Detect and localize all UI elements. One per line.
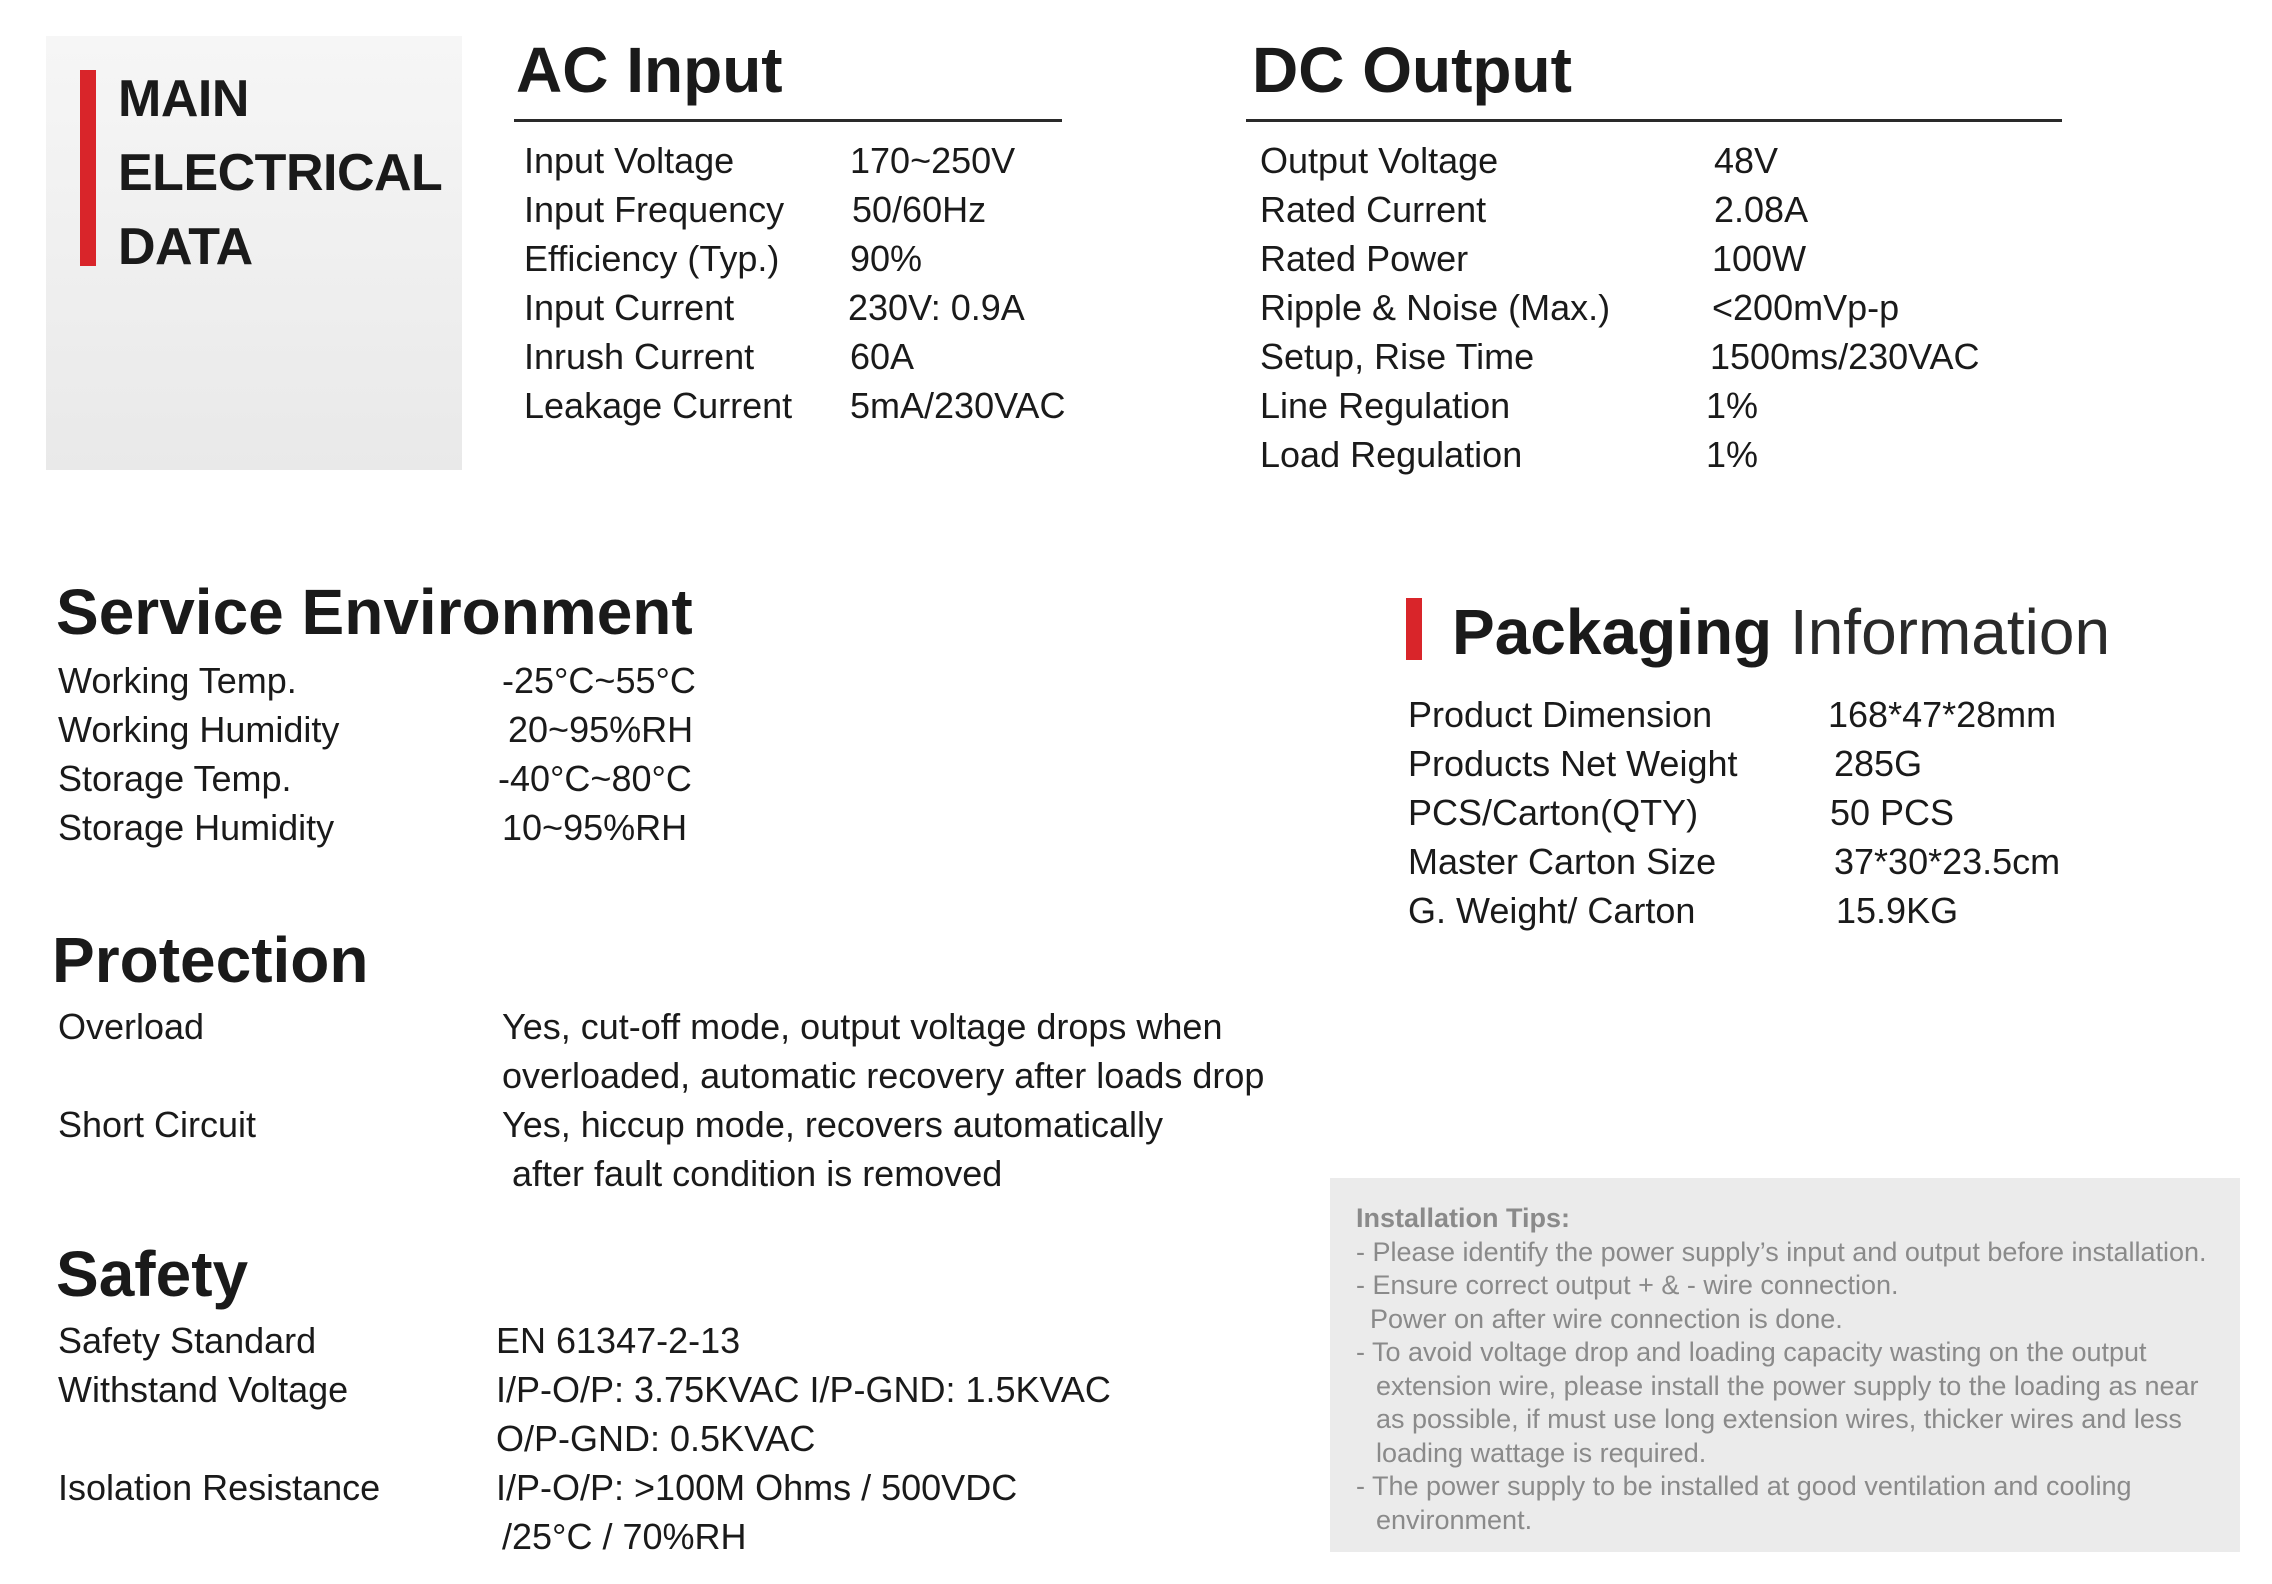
spec-label: G. Weight/ Carton [1408,890,1696,931]
title-line: ELECTRICAL [118,144,443,202]
value-line: O/P-GND: 0.5KVAC [496,1418,816,1459]
spec-value: 1% [1706,385,1759,426]
tip-line: - Ensure correct output + & - wire connection. [1356,1270,1899,1300]
spec-value [496,1365,1318,1463]
tip-line: - Please identify the power supply’s input and output before installation. [1356,1236,2207,1267]
tip-line: - To avoid voltage drop and loading capacity wasting on the output [1356,1337,2147,1367]
spec-label: Ripple & Noise (Max.) [1260,287,1611,328]
spec-value [496,1316,1318,1365]
table-row [1408,886,2208,935]
spec-value: 90% [850,238,923,279]
spec-value: 230V: 0.9A [848,287,1025,328]
dc-output-heading: DC Output [1252,34,1572,106]
spec-label: Input Voltage [524,140,735,181]
table-row [524,332,1084,381]
spec-value: 1% [1706,434,1759,475]
spec-value: 60A [850,336,915,377]
table-row [524,185,1084,234]
spec-label: Setup, Rise Time [1260,336,1535,377]
spec-value: 50/60Hz [852,189,987,230]
table-row [58,656,758,705]
spec-value: 285G [1834,743,1923,784]
table-row [524,283,1084,332]
table-row [1260,136,2060,185]
safety-heading: Safety [56,1238,249,1310]
tip-line: Power on after wire connection is done. [1370,1303,1843,1334]
tip-line: environment. [1376,1504,1533,1535]
protection-table [58,1002,1318,1198]
table-row [1260,381,2060,430]
table-row [58,754,758,803]
spec-value: 20~95%RH [508,709,694,750]
spec-value: 15.9KG [1836,890,1959,931]
packaging-table [1408,690,2208,935]
spec-label: Safety Standard [58,1320,317,1361]
spec-value: 5mA/230VAC [850,385,1066,426]
title-line: DATA [118,218,253,276]
table-row [1408,690,2208,739]
installation-tips-title: Installation Tips: [1356,1203,1571,1233]
table-row [1260,332,2060,381]
spec-label: Rated Power [1260,238,1469,279]
table-row [58,1002,1318,1100]
value-line: I/P-O/P: 3.75KVAC I/P-GND: 1.5KVAC [496,1369,1111,1410]
spec-label: Isolation Resistance [58,1467,381,1508]
tip-line: loading wattage is required. [1376,1437,1707,1468]
spec-value: 37*30*23.5cm [1834,841,2061,882]
spec-value: 50 PCS [1830,792,1955,833]
spec-label: Rated Current [1260,189,1487,230]
main-electrical-data-title [118,62,442,284]
spec-value: 1500ms/230VAC [1710,336,1980,377]
spec-label: Working Temp. [58,660,297,701]
spec-label: Product Dimension [1408,694,1713,735]
table-row [1408,788,2208,837]
table-row [58,1316,1318,1365]
spec-value: -40°C~80°C [498,758,692,799]
table-row [1408,739,2208,788]
dc-output-rule [1246,119,2062,122]
spec-label: Master Carton Size [1408,841,1717,882]
spec-label: Input Current [524,287,735,328]
table-row [1260,185,2060,234]
spec-label: Output Voltage [1260,140,1499,181]
table-row [58,1100,1318,1198]
spec-label: Products Net Weight [1408,743,1738,784]
spec-label: Input Frequency [524,189,785,230]
spec-label: Line Regulation [1260,385,1511,426]
spec-label: Short Circuit [58,1104,257,1145]
spec-label: Storage Temp. [58,758,292,799]
value-line: Yes, cut-off mode, output voltage drops when [502,1006,1223,1047]
table-row [524,136,1084,185]
value-line: after fault condition is removed [512,1153,1003,1194]
spec-label: Storage Humidity [58,807,335,848]
spec-label: Inrush Current [524,336,755,377]
tip-line: - The power supply to be installed at good ventilation and cooling [1356,1471,2132,1501]
spec-value: 2.08A [1714,189,1809,230]
heading-light: Information [1772,596,2111,668]
spec-value: 100W [1712,238,1807,279]
ac-input-heading: AC Input [516,34,783,106]
red-accent-bar [1406,598,1422,660]
ac-input-rule [514,119,1062,122]
spec-label: PCS/Carton(QTY) [1408,792,1699,833]
table-row [1260,234,2060,283]
table-row [1260,430,2060,479]
tip-line: as possible, if must use long extension wires, thicker wires and less [1376,1404,2182,1434]
spec-value: 48V [1714,140,1779,181]
spec-value [502,1100,1318,1198]
value-line: overloaded, automatic recovery after loads drop [502,1055,1265,1096]
packaging-information-heading [1452,594,2110,670]
spec-label: Working Humidity [58,709,340,750]
safety-table [58,1316,1318,1561]
dc-output-table [1260,136,2060,479]
red-accent-bar [80,70,96,266]
title-line: MAIN [118,70,249,128]
spec-label: Overload [58,1006,205,1047]
spec-value: -25°C~55°C [502,660,696,701]
spec-value: <200mVp-p [1712,287,1900,328]
spec-value [502,1002,1318,1100]
spec-label: Load Regulation [1260,434,1523,475]
table-row [1408,837,2208,886]
table-row [1260,283,2060,332]
ac-input-table [524,136,1084,430]
spec-label: Withstand Voltage [58,1369,349,1410]
table-row [58,1365,1318,1463]
spec-label: Efficiency (Typ.) [524,238,780,279]
table-row [524,381,1084,430]
spec-label: Leakage Current [524,385,793,426]
value-line: /25°C / 70%RH [502,1516,747,1557]
installation-tips-box [1330,1178,2240,1552]
spec-value: 168*47*28mm [1828,694,2057,735]
table-row [524,234,1084,283]
value-line: EN 61347-2-13 [496,1320,741,1361]
service-environment-heading: Service Environment [56,576,693,648]
table-row [58,1463,1318,1561]
value-line: Yes, hiccup mode, recovers automatically [502,1104,1163,1145]
tip-line: extension wire, please install the power supply to the loading as near [1376,1370,2199,1401]
table-row [58,803,758,852]
protection-heading: Protection [52,924,369,996]
spec-value: 170~250V [850,140,1016,181]
heading-bold: Packaging [1452,596,1773,668]
value-line: I/P-O/P: >100M Ohms / 500VDC [496,1467,1018,1508]
service-environment-table [58,656,758,852]
table-row [58,705,758,754]
spec-value: 10~95%RH [502,807,688,848]
spec-value [496,1463,1318,1561]
